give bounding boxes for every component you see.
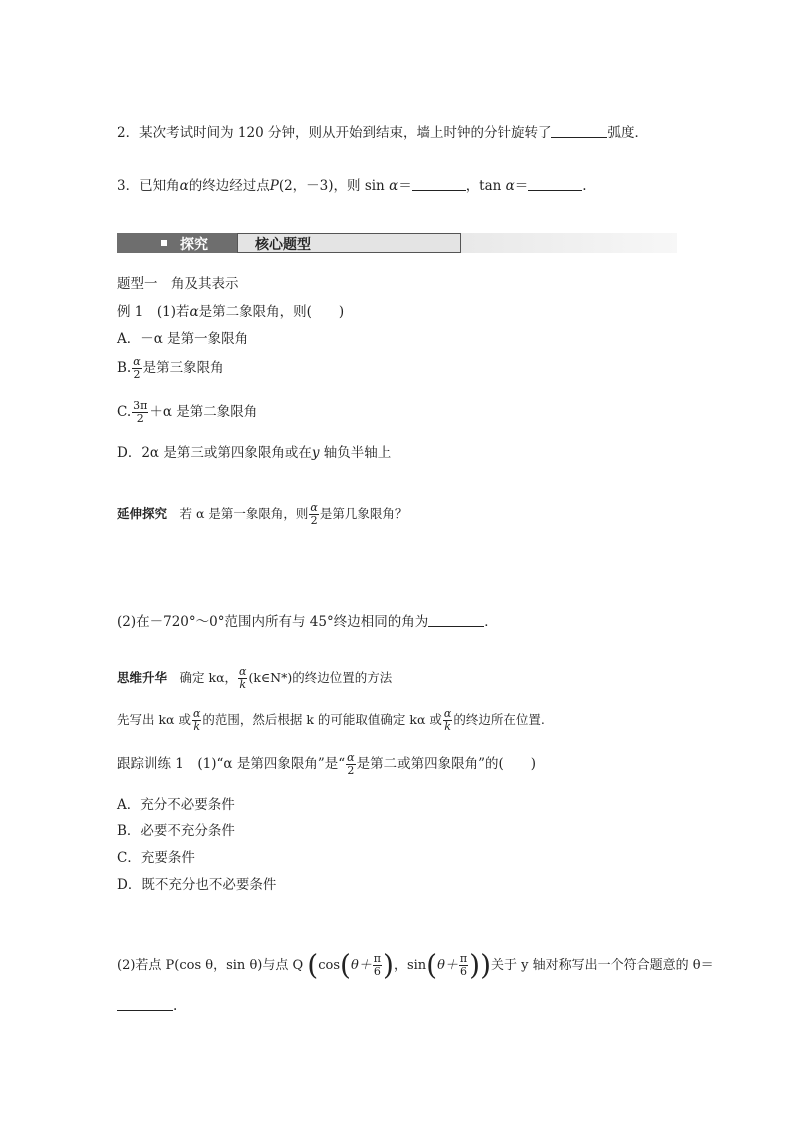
answer-blank[interactable] bbox=[551, 125, 607, 138]
answer-blank[interactable] bbox=[117, 998, 173, 1011]
example-1-stem: 例 1 (1)若α是第二象限角，则( ) bbox=[117, 304, 345, 320]
sin-answer-blank[interactable] bbox=[412, 178, 466, 191]
option-c[interactable]: C. $\frac{3\pi}{2}$ ＋α 是第二象限角 bbox=[117, 399, 258, 425]
answer-blank[interactable] bbox=[428, 614, 484, 627]
example-1-part-2: (2)在－720°～0°范围内所有与 45°终边相同的角为 ． bbox=[117, 614, 498, 630]
banner-title-core: 核心题型 bbox=[255, 237, 311, 253]
training-option-a[interactable]: A．充分不必要条件 bbox=[117, 797, 235, 813]
training-1-part-2: (2)若点 P(cos θ，sin θ)与点 Q (cos(θ＋ $\frac{\pi}{6}$ )，sin(θ＋ $\frac{\pi}{6}$ ))关于 y 轴对称写出一个符合题意的 θ＝ bbox=[117, 948, 714, 982]
training-option-b[interactable]: B．必要不充分条件 bbox=[117, 823, 235, 839]
banner-title-explore: 探究 bbox=[180, 237, 208, 253]
section-banner bbox=[117, 233, 677, 253]
fraction: $\frac{\pi}{6}$ bbox=[373, 952, 381, 978]
fraction: $\frac{\alpha}{k}$ bbox=[443, 707, 452, 733]
square-bullet-icon bbox=[161, 240, 167, 246]
fraction: $\frac{\pi}{6}$ bbox=[459, 952, 468, 978]
extension-exploration: 延伸探究 若 α 是第一象限角，则 $\frac{\alpha}{2}$ 是第几象限角？ bbox=[117, 501, 408, 527]
fraction: $\frac{\alpha}{2}$ bbox=[310, 501, 318, 527]
option-a[interactable]: A．－α 是第一象限角 bbox=[117, 331, 249, 347]
banner-dark-block bbox=[117, 233, 237, 253]
fraction: $\frac{3\pi}{2}$ bbox=[133, 399, 148, 425]
fraction: $\frac{\alpha}{k}$ bbox=[239, 665, 247, 691]
sublimation-line-2: 先写出 kα 或 $\frac{\alpha}{k}$ 的范围，然后根据 k 的可能取值确定 kα 或 $\frac{\alpha}{k}$ 的终边所在位置. bbox=[117, 707, 545, 733]
sublimation-line-1: 思维升华 确定 kα， $\frac{\alpha}{k}$ (k∈N*)的终边位置的方法 bbox=[117, 665, 393, 691]
tan-answer-blank[interactable] bbox=[528, 178, 582, 191]
option-b[interactable]: B. $\frac{\alpha}{2}$ 是第三象限角 bbox=[117, 355, 224, 381]
training-option-d[interactable]: D．既不充分也不必要条件 bbox=[117, 877, 277, 893]
option-d[interactable]: D．2α 是第三或第四象限角或在y 轴负半轴上 bbox=[117, 445, 392, 461]
training-1-stem: 跟踪训练 1 (1)“α 是第四象限角”是“ $\frac{\alpha}{2}$ 是第二或第四象限角”的( ) bbox=[117, 751, 537, 777]
fraction: $\frac{\alpha}{2}$ bbox=[133, 355, 141, 381]
type-1-title: 题型一 角及其表示 bbox=[117, 276, 239, 292]
training-option-c[interactable]: C．充要条件 bbox=[117, 850, 195, 866]
fraction: $\frac{\alpha}{k}$ bbox=[192, 707, 201, 733]
question-2: 2．某次考试时间为 120 分钟，则从开始到结束，墙上时钟的分针旋转了 弧度． bbox=[117, 125, 648, 141]
training-1-part-2-answer: . bbox=[117, 998, 177, 1014]
question-3: 3．已知角α的终边经过点P(2，－3)，则 sin α＝ ，tan α＝ . bbox=[117, 178, 587, 194]
fraction: $\frac{\alpha}{2}$ bbox=[347, 751, 355, 777]
